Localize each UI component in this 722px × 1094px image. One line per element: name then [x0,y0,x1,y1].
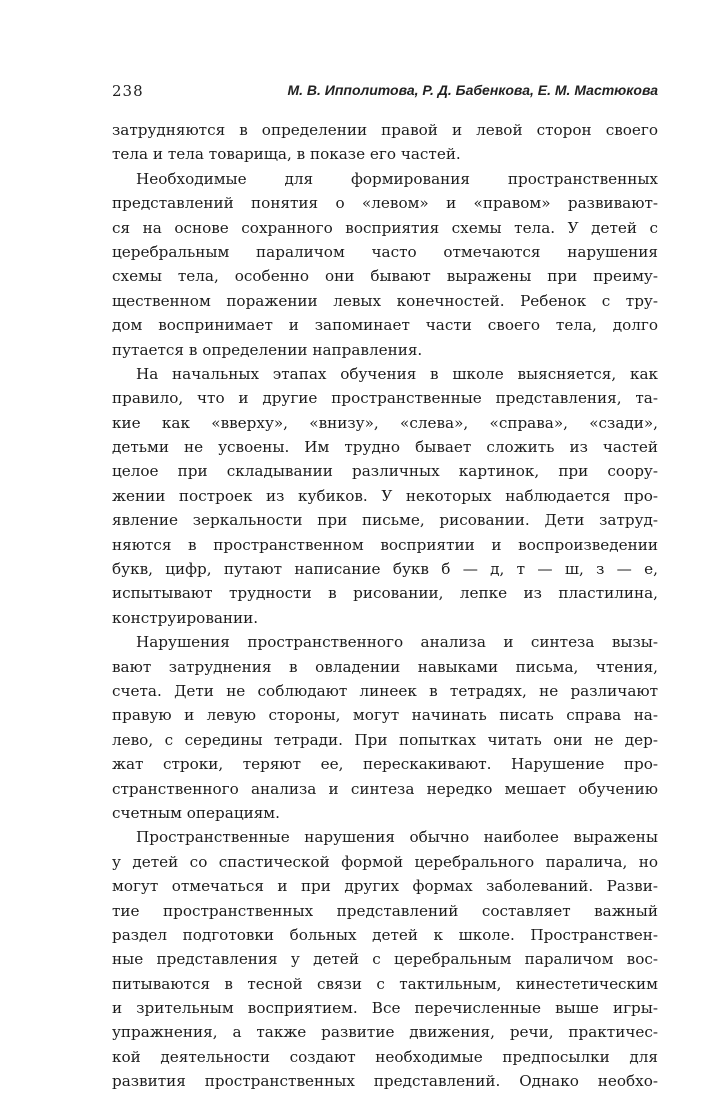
page-header [112,82,658,102]
running-head-authors: М. В. Ипполитова, Р. Д. Бабенкова, Е. М. Мастюкова [287,82,658,98]
text-line: явление зеркальности при письме, рисовании. Дети затруд- [112,511,658,530]
text-line: счета. Дети не соблюдают линеек в тетрадях, не различают [112,681,658,700]
text-line: упражнения, а также развитие движения, речи, практичес- [112,1023,658,1042]
text-line: ся на основе сохранного восприятия схемы тела. У детей с [112,218,658,237]
text-line: развития пространственных представлений. Однако необхо- [112,1072,658,1091]
text-line: странственного анализа и синтеза нередко мешает обучению [112,779,658,798]
text-line: жат строки, теряют ее, перескакивают. Нарушение про- [112,755,658,774]
text-line: раздел подготовки больных детей к школе. Пространствен- [112,925,658,944]
text-line: могут отмечаться и при других формах заболеваний. Разви- [112,877,658,896]
text-line: Пространственные нарушения обычно наиболее выражены [136,828,658,847]
text-line: у детей со спастической формой церебрального паралича, но [112,852,658,871]
text-line: Нарушения пространственного анализа и синтеза вызы- [136,633,658,652]
text-line: букв, цифр, путают написание букв б — д, т — ш, з — е, [112,560,658,579]
text-line: лево, с середины тетради. При попытках читать они не дер- [112,730,658,749]
text-line: затрудняются в определении правой и левой сторон своего [112,121,658,139]
text-line: испытывают трудности в рисовании, лепке из пластилина, [112,584,658,603]
text-line: конструировании. [112,608,259,627]
text-line: правую и левую стороны, могут начинать писать справа на- [112,706,658,725]
text-line: дом воспринимает и запоминает части своего тела, долго [112,316,658,335]
text-line: питываются в тесной связи с тактильным, кинестетическим [112,974,658,993]
text-line: и зрительным восприятием. Все перечисленные выше игры- [112,999,658,1018]
text-line: правило, что и другие пространственные представления, та- [112,389,658,408]
text-line: тие пространственных представлений составляет важный [112,901,658,920]
text-line: жении построек из кубиков. У некоторых наблюдается про- [112,486,658,505]
body-text [112,118,658,1094]
text-line: путается в определении направления. [112,340,423,359]
text-line: целое при складывании различных картинок, при соору- [112,462,658,481]
text-line: кой деятельности создают необходимые предпосылки для [112,1047,658,1066]
text-line: Необходимые для формирования пространственных [136,169,658,188]
text-line: кие как «вверху», «внизу», «слева», «справа», «сзади», [112,413,658,432]
text-line: няются в пространственном восприятии и воспроизведении [112,535,658,554]
text-line: вают затруднения в овладении навыками письма, чтения, [112,657,658,676]
page-number: 238 [112,82,144,100]
text-line: детьми не усвоены. Им трудно бывает сложить из частей [112,438,658,457]
text-line: счетным операциям. [112,803,280,822]
text-line: схемы тела, особенно они бывают выражены при преиму- [112,267,658,286]
text-line: ные представления у детей с церебральным параличом вос- [112,950,658,969]
text-line: тела и тела товарища, в показе его частей. [112,145,461,164]
text-line: представлений понятия о «левом» и «правом» развивают- [112,194,658,213]
text-line: церебральным параличом часто отмечаются нарушения [112,242,658,261]
text-line: щественном поражении левых конечностей. Ребенок с тру- [112,291,658,310]
text-line: На начальных этапах обучения в школе выясняется, как [136,364,658,383]
